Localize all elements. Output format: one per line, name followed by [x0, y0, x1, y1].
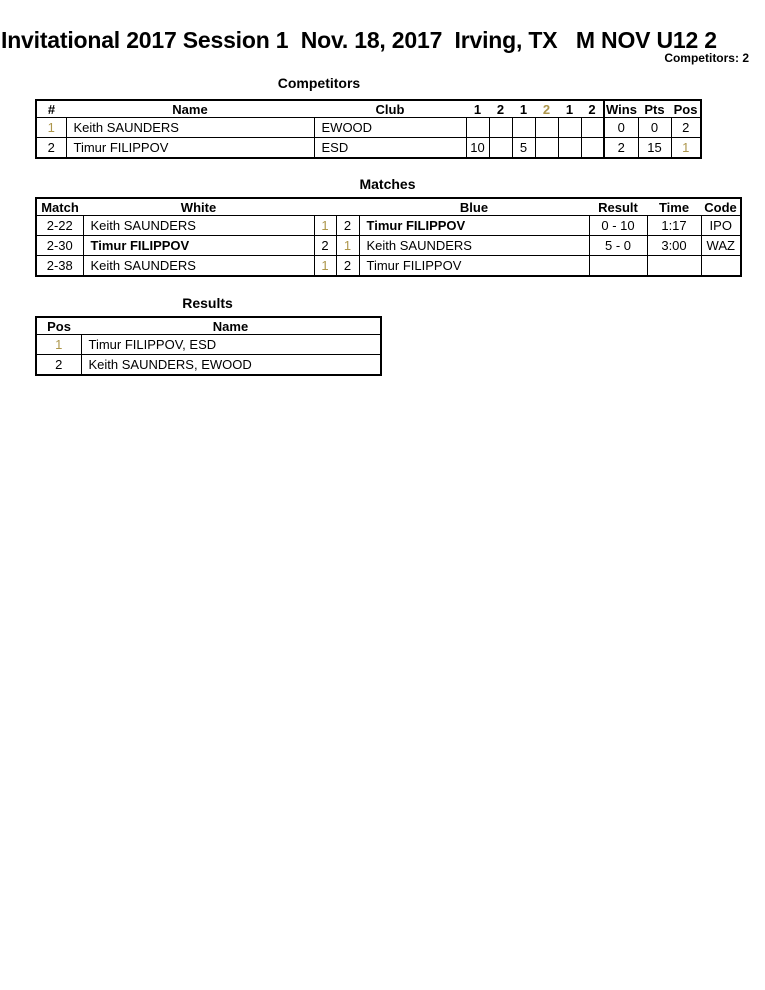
blue-name-cell: Timur FILIPPOV	[359, 256, 589, 277]
results-header-row	[36, 317, 381, 335]
competitor-row	[36, 138, 701, 159]
white-name-cell: Keith SAUNDERS	[83, 256, 314, 277]
page-title: Invitational 2017 Session 1 Nov. 18, 2017 Irving, TX M NOV U12 2	[1, 27, 717, 53]
competitor-number-cell: 2	[36, 138, 66, 159]
score-cell	[558, 118, 581, 138]
match-id-cell: 2-22	[36, 216, 83, 236]
competitor-number-cell: 1	[36, 118, 66, 138]
col-header-score-4: 2	[542, 101, 551, 117]
white-number-cell: 1	[314, 256, 336, 277]
result-name-cell: Keith SAUNDERS, EWOOD	[81, 355, 381, 376]
col-header-white-num	[314, 198, 336, 216]
col-header-name: Name	[172, 101, 208, 117]
time-cell: 1:17	[647, 216, 701, 236]
blue-number-cell: 2	[336, 216, 359, 236]
code-cell: WAZ	[701, 236, 741, 256]
col-header-score-5: 1	[565, 101, 574, 117]
blue-name-cell: Timur FILIPPOV	[359, 216, 589, 236]
blue-number-cell: 2	[336, 256, 359, 277]
matches-heading: Matches	[359, 176, 416, 192]
competitor-club-cell: ESD	[314, 138, 466, 159]
match-id-cell: 2-38	[36, 256, 83, 277]
result-pos-cell: 2	[36, 355, 81, 376]
match-row	[36, 256, 741, 277]
code-cell: IPO	[701, 216, 741, 236]
competitor-name-cell: Timur FILIPPOV	[66, 138, 314, 159]
score-cell: 10	[466, 138, 489, 159]
score-cell	[581, 118, 604, 138]
col-header-result: Result	[598, 199, 638, 215]
score-cell	[489, 138, 512, 159]
result-cell: 0 - 10	[589, 216, 647, 236]
score-cell	[489, 118, 512, 138]
competitor-club-cell: EWOOD	[314, 118, 466, 138]
col-header-blue-num	[336, 198, 359, 216]
white-name-cell: Keith SAUNDERS	[83, 216, 314, 236]
col-header-code: Code	[704, 199, 737, 215]
results-table	[35, 316, 382, 376]
match-row	[36, 216, 741, 236]
wins-cell: 0	[604, 118, 638, 138]
col-header-pos: Pos	[673, 101, 698, 117]
score-cell	[466, 118, 489, 138]
pos-cell: 2	[671, 118, 701, 138]
time-cell	[647, 256, 701, 277]
wins-cell: 2	[604, 138, 638, 159]
col-header-score-3: 1	[519, 101, 528, 117]
competitor-row	[36, 118, 701, 138]
white-number-cell: 2	[314, 236, 336, 256]
col-header-score-2: 2	[496, 101, 505, 117]
matches-table	[35, 197, 742, 277]
col-header-score-6: 2	[588, 101, 596, 117]
col-header-match: Match	[41, 199, 79, 215]
match-row	[36, 236, 741, 256]
result-row	[36, 335, 381, 355]
col-header-blue: Blue	[459, 199, 489, 215]
competitor-name-cell: Keith SAUNDERS	[66, 118, 314, 138]
score-cell	[512, 118, 535, 138]
score-cell	[535, 138, 558, 159]
result-cell: 5 - 0	[589, 236, 647, 256]
results-heading: Results	[182, 295, 233, 311]
white-name-cell: Timur FILIPPOV	[83, 236, 314, 256]
score-cell	[581, 138, 604, 159]
white-number-cell: 1	[314, 216, 336, 236]
score-cell: 5	[512, 138, 535, 159]
col-header-pos: Pos	[47, 318, 71, 334]
col-header-white: White	[180, 199, 217, 215]
blue-name-cell: Keith SAUNDERS	[359, 236, 589, 256]
col-header-time: Time	[658, 199, 690, 215]
col-header-number: #	[47, 101, 56, 117]
col-header-pts: Pts	[644, 101, 665, 117]
blue-number-cell: 1	[336, 236, 359, 256]
score-cell	[535, 118, 558, 138]
competitors-heading: Competitors	[277, 75, 361, 91]
col-header-wins: Wins	[604, 100, 638, 118]
result-name-cell: Timur FILIPPOV, ESD	[81, 335, 381, 355]
code-cell	[701, 256, 741, 277]
score-cell	[558, 138, 581, 159]
pos-cell: 1	[671, 138, 701, 159]
result-cell	[589, 256, 647, 277]
result-row	[36, 355, 381, 376]
time-cell: 3:00	[647, 236, 701, 256]
col-header-club: Club	[375, 101, 405, 117]
competitors-table	[35, 99, 702, 159]
col-header-name: Name	[212, 318, 249, 334]
competitors-header-row	[36, 100, 701, 118]
col-header-score-1: 1	[473, 101, 482, 117]
pts-cell: 0	[638, 118, 671, 138]
result-pos-cell: 1	[36, 335, 81, 355]
competitors-count: Competitors: 2	[664, 51, 749, 65]
match-id-cell: 2-30	[36, 236, 83, 256]
pts-cell: 15	[638, 138, 671, 159]
matches-header-row	[36, 198, 741, 216]
